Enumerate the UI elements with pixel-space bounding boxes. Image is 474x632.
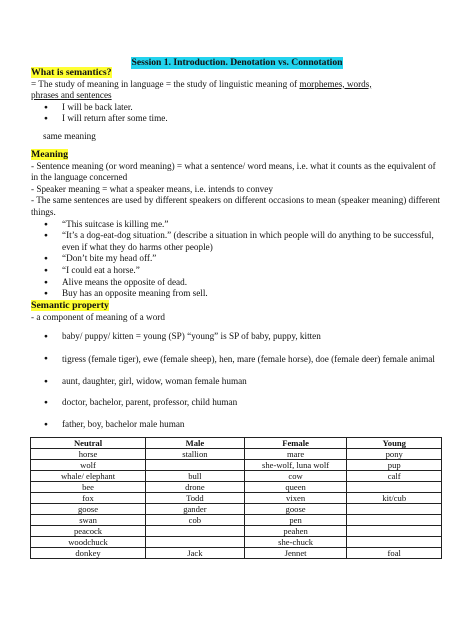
table-cell: pup xyxy=(347,460,442,471)
table-cell: whale/ elephant xyxy=(31,471,146,482)
semantics-heading: What is semantics? xyxy=(31,67,112,78)
semantics-examples xyxy=(31,102,443,125)
table-cell: calf xyxy=(347,471,442,482)
table-cell: bee xyxy=(31,482,146,493)
table-cell: kit/cub xyxy=(347,493,442,504)
meaning-paragraph: - The same sentences are used by different speakers on different occasions to mean (speaker meaning) different things. xyxy=(31,195,441,217)
list-item: ● I will be back later. xyxy=(31,102,443,114)
table-cell: she-wolf, luna wolf xyxy=(244,460,347,471)
column-header: Neutral xyxy=(31,438,146,449)
table-cell: pen xyxy=(244,515,347,526)
meaning-section xyxy=(31,149,443,300)
table-cell: Jennet xyxy=(244,548,347,559)
table-cell: Jack xyxy=(146,548,245,559)
table-cell: goose xyxy=(244,504,347,515)
list-item: ● “Don’t bite my head off.” xyxy=(31,253,443,265)
table-cell xyxy=(146,537,245,548)
table-cell: goose xyxy=(31,504,146,515)
table-cell: mare xyxy=(244,449,347,460)
semantic-property-section xyxy=(31,300,443,431)
table-cell: peacock xyxy=(31,526,146,537)
table-cell: foal xyxy=(347,548,442,559)
meaning-examples xyxy=(31,219,443,300)
table-cell xyxy=(347,537,442,548)
semantic-property-intro: - a component of meaning of a word xyxy=(31,311,165,322)
column-header: Young xyxy=(347,438,442,449)
table-cell: donkey xyxy=(31,548,146,559)
list-item: ● Alive means the opposite of dead. xyxy=(31,277,443,289)
table-cell: fox xyxy=(31,493,146,504)
table-cell: peahen xyxy=(244,526,347,537)
table-header-row xyxy=(31,438,442,449)
table-cell: bull xyxy=(146,471,245,482)
table-cell: vixen xyxy=(244,493,347,504)
definition-underline-2: phrases and sentences xyxy=(31,90,112,101)
column-header: Male xyxy=(146,438,245,449)
semantic-property-list xyxy=(31,331,443,430)
table-cell xyxy=(146,526,245,537)
table-cell xyxy=(347,504,442,515)
table-cell xyxy=(347,515,442,526)
table-row xyxy=(31,515,442,526)
table-cell: cow xyxy=(244,471,347,482)
list-item: ● father, boy, bachelor male human xyxy=(31,419,443,431)
table-cell: horse xyxy=(31,449,146,460)
list-item: ● Buy has an opposite meaning from sell. xyxy=(31,288,443,300)
table-cell: cob xyxy=(146,515,245,526)
table-cell: stallion xyxy=(146,449,245,460)
list-item: ● baby/ puppy/ kitten = young (SP) “young” is SP of baby, puppy, kitten xyxy=(31,331,443,343)
list-item: ● I will return after some time. xyxy=(31,113,443,125)
list-item: ● “It’s a dog-eat-dog situation.” (describe a situation in which people will do anything to be successful, even if what they do harms other people) xyxy=(31,230,443,253)
list-item: ● “I could eat a horse.” xyxy=(31,265,443,277)
meaning-heading: Meaning xyxy=(31,149,69,160)
table-row xyxy=(31,482,442,493)
column-header: Female xyxy=(244,438,347,449)
table-row xyxy=(31,449,442,460)
table-cell xyxy=(347,526,442,537)
table-cell: pony xyxy=(347,449,442,460)
table-cell: woodchuck xyxy=(31,537,146,548)
table-row xyxy=(31,526,442,537)
same-meaning-note: same meaning xyxy=(43,130,96,141)
list-item: ● “This suitcase is killing me.” xyxy=(31,219,443,231)
definition-underline-1: morphemes, words, xyxy=(299,78,372,89)
table-row xyxy=(31,493,442,504)
list-item: ● doctor, bachelor, parent, professor, child human xyxy=(31,397,443,409)
table-cell xyxy=(347,482,442,493)
table-cell: gander xyxy=(146,504,245,515)
meaning-paragraph: - Sentence meaning (or word meaning) = what a sentence/ word means, i.e. what it counts as the equivalent of in the language concerned xyxy=(31,160,436,183)
semantics-section xyxy=(31,67,443,143)
semantic-property-heading: Semantic property xyxy=(31,300,109,311)
page-title: Session 1. Introduction. Denotation vs. Connotation xyxy=(131,57,343,68)
gender-terms-table xyxy=(30,437,442,559)
table-cell: swan xyxy=(31,515,146,526)
table-row xyxy=(31,548,442,559)
table-row xyxy=(31,504,442,515)
table-row xyxy=(31,460,442,471)
table-cell xyxy=(146,460,245,471)
meaning-paragraph: - Speaker meaning = what a speaker means, i.e. intends to convey xyxy=(31,183,273,194)
semantics-definition: = The study of meaning in language = the study of linguistic meaning of morphemes, words, phrases and sentences xyxy=(31,78,372,101)
table-cell: she-chuck xyxy=(244,537,347,548)
table-row xyxy=(31,471,442,482)
table-cell: queen xyxy=(244,482,347,493)
list-item: ● tigress (female tiger), ewe (female sheep), hen, mare (female horse), doe (female deer) female animal xyxy=(31,351,443,368)
table-cell: wolf xyxy=(31,460,146,471)
table-cell: Todd xyxy=(146,493,245,504)
table-row xyxy=(31,537,442,548)
table-cell: drone xyxy=(146,482,245,493)
list-item: ● aunt, daughter, girl, widow, woman female human xyxy=(31,376,443,388)
